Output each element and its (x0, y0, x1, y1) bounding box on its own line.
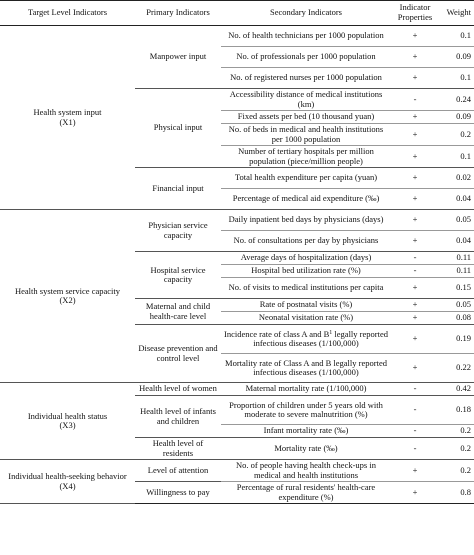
secondary-cell: Percentage of medical aid expenditure (‰) (221, 189, 391, 210)
weight-cell: 0.2 (439, 438, 474, 460)
weight-cell: 0.24 (439, 89, 474, 111)
weight-cell: 0.11 (439, 265, 474, 278)
secondary-cell: Fixed assets per bed (10 thousand yuan) (221, 111, 391, 124)
weight-cell: 0.02 (439, 168, 474, 189)
header-properties: Indicator Properties (391, 1, 439, 26)
secondary-cell: Hospital bed utilization rate (%) (221, 265, 391, 278)
target-code: (X1) (59, 116, 76, 127)
header-secondary: Secondary Indicators (221, 1, 391, 26)
target-name: Health system service capacity (14, 285, 121, 296)
property-cell: - (391, 396, 439, 425)
secondary-cell: Accessibility distance of medical institutions (km) (221, 89, 391, 111)
property-cell: + (391, 482, 439, 504)
property-cell: + (391, 168, 439, 189)
secondary-text-rest: legally reported infectious diseases (1/100,000) (253, 328, 388, 349)
secondary-cell: No. of beds in medical and health institutions per 1000 population (221, 124, 391, 146)
property-cell: + (391, 111, 439, 124)
secondary-cell: Rate of postnatal visits (%) (221, 299, 391, 312)
property-cell: + (391, 299, 439, 312)
secondary-cell: Daily inpatient bed days by physicians (days) (221, 210, 391, 231)
secondary-cell: No. of health technicians per 1000 population (221, 26, 391, 47)
property-cell: + (391, 124, 439, 146)
primary-cell: Physician service capacity (135, 210, 221, 252)
weight-cell: 0.2 (439, 425, 474, 438)
target-name: Individual health-seeking behavior (8, 471, 127, 482)
header-primary: Primary Indicators (135, 1, 221, 26)
property-cell: - (391, 438, 439, 460)
target-cell (0, 210, 135, 383)
property-cell: - (391, 425, 439, 438)
property-cell: + (391, 26, 439, 47)
target-code: (X3) (59, 420, 76, 431)
primary-cell: Health level of women (135, 383, 221, 396)
primary-cell: Health level of residents (135, 438, 221, 460)
property-cell: + (391, 146, 439, 168)
weight-cell: 0.2 (439, 460, 474, 482)
header-target: Target Level Indicators (0, 1, 135, 26)
weight-cell: 0.1 (439, 146, 474, 168)
secondary-cell: Number of tertiary hospitals per million population (piece/million people) (221, 146, 391, 168)
property-cell: + (391, 460, 439, 482)
secondary-cell: Average days of hospitalization (days) (221, 252, 391, 265)
secondary-cell: Percentage of rural residents' health-care expenditure (%) (221, 482, 391, 504)
primary-cell: Hospital service capacity (135, 252, 221, 299)
secondary-cell: No. of visits to medical institutions per capita (221, 278, 391, 299)
property-cell: + (391, 325, 439, 354)
property-cell: - (391, 383, 439, 396)
weight-cell: 0.2 (439, 124, 474, 146)
table-row (0, 383, 474, 396)
secondary-text: Incidence rate of class A and B (224, 328, 330, 339)
table-header-row (0, 1, 474, 26)
weight-cell: 0.1 (439, 68, 474, 89)
property-cell: + (391, 231, 439, 252)
target-cell (0, 26, 135, 210)
weight-cell: 0.11 (439, 252, 474, 265)
target-name: Health system input (33, 107, 102, 118)
primary-cell: Financial input (135, 168, 221, 210)
weight-cell: 0.09 (439, 111, 474, 124)
weight-cell: 0.04 (439, 231, 474, 252)
weight-cell: 0.22 (439, 354, 474, 383)
weight-cell: 0.42 (439, 383, 474, 396)
property-cell: + (391, 47, 439, 68)
secondary-cell: Proportion of children under 5 years old with moderate to severe malnutrition (%) (221, 396, 391, 425)
secondary-cell: No. of people having health check-ups in medical and health institutions (221, 460, 391, 482)
primary-cell: Physical input (135, 89, 221, 168)
property-cell: + (391, 278, 439, 299)
weight-cell: 0.05 (439, 299, 474, 312)
property-cell: - (391, 265, 439, 278)
primary-cell: Health level of infants and children (135, 396, 221, 438)
weight-cell: 0.8 (439, 482, 474, 504)
header-weight: Weight (439, 1, 474, 26)
target-code: (X2) (59, 295, 76, 306)
property-cell: + (391, 68, 439, 89)
weight-cell: 0.15 (439, 278, 474, 299)
secondary-cell (221, 325, 391, 354)
table-row (0, 26, 474, 47)
target-cell (0, 383, 135, 460)
weight-cell: 0.19 (439, 325, 474, 354)
target-code: (X4) (59, 480, 76, 491)
property-cell: + (391, 210, 439, 231)
weight-cell: 0.05 (439, 210, 474, 231)
weight-cell: 0.1 (439, 26, 474, 47)
target-cell (0, 460, 135, 504)
property-cell: + (391, 189, 439, 210)
target-name: Individual health status (27, 410, 108, 421)
secondary-cell: Mortality rate of Class A and B legally reported infectious diseases (1/100,000) (221, 354, 391, 383)
secondary-cell: Neonatal visitation rate (%) (221, 312, 391, 325)
table-row (0, 210, 474, 231)
weight-cell: 0.08 (439, 312, 474, 325)
secondary-cell: Maternal mortality rate (1/100,000) (221, 383, 391, 396)
primary-cell: Level of attention (135, 460, 221, 482)
primary-cell: Maternal and child health-care level (135, 299, 221, 325)
secondary-cell: Infant mortality rate (‰) (221, 425, 391, 438)
primary-cell: Manpower input (135, 26, 221, 89)
secondary-cell: No. of professionals per 1000 population (221, 47, 391, 68)
secondary-cell: No. of registered nurses per 1000 population (221, 68, 391, 89)
primary-cell: Willingness to pay (135, 482, 221, 504)
weight-cell: 0.04 (439, 189, 474, 210)
footnote-marker: 1 (329, 329, 333, 336)
weight-cell: 0.09 (439, 47, 474, 68)
secondary-cell: No. of consultations per day by physicians (221, 231, 391, 252)
table-row (0, 460, 474, 482)
property-cell: - (391, 89, 439, 111)
property-cell: + (391, 312, 439, 325)
weight-cell: 0.18 (439, 396, 474, 425)
property-cell: - (391, 252, 439, 265)
property-cell: + (391, 354, 439, 383)
primary-cell: Disease prevention and control level (135, 325, 221, 383)
secondary-cell: Total health expenditure per capita (yuan) (221, 168, 391, 189)
secondary-cell: Mortality rate (‰) (221, 438, 391, 460)
